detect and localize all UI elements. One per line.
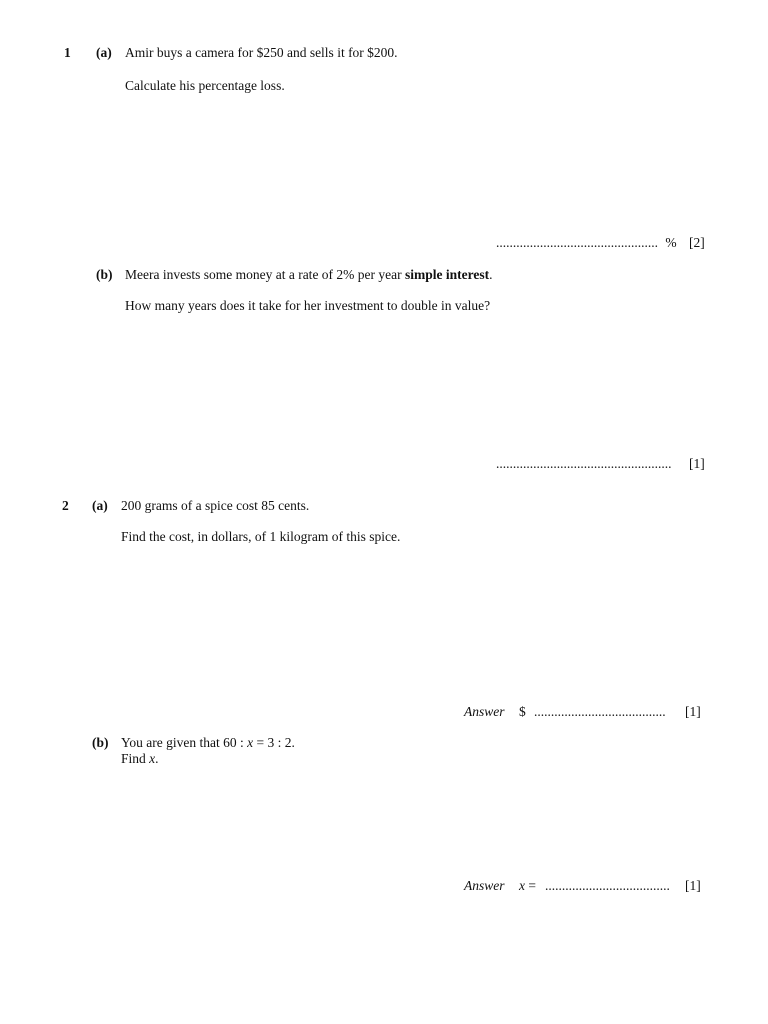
marks-1a: [2] xyxy=(689,235,705,250)
question-1a-instruction: Calculate his percentage loss. xyxy=(125,78,285,93)
question-2b-label: (b) xyxy=(92,735,109,750)
question-1a-label: (a) xyxy=(96,45,112,60)
answer-currency: $ xyxy=(519,704,526,719)
question-1a-text: Amir buys a camera for $250 and sells it for $200. xyxy=(125,45,398,60)
answer-variable-2b: x = xyxy=(519,878,536,893)
marks-2a: [1] xyxy=(685,704,701,719)
question-2a-text: 200 grams of a spice cost 85 cents. xyxy=(121,498,310,513)
question-1b-instruction: How many years does it take for her investment to double in value? xyxy=(125,298,491,313)
question-1-number: 1 xyxy=(64,45,71,60)
question-2a-label: (a) xyxy=(92,498,108,513)
question-1b-label: (b) xyxy=(96,267,113,282)
answer-line-1a[interactable] xyxy=(496,235,677,251)
question-2-number: 2 xyxy=(62,498,69,513)
answer-unit: % xyxy=(665,235,677,250)
marks-2b: [1] xyxy=(685,878,701,893)
variable-x: x xyxy=(149,751,156,766)
answer-label-2a: Answer xyxy=(464,704,505,719)
marks-1b: [1] xyxy=(689,456,705,471)
answer-line-2a[interactable]: ....................................... xyxy=(534,704,666,719)
answer-dots: ................................................ xyxy=(496,235,658,250)
answer-line-1b[interactable]: .................................................... xyxy=(496,456,672,471)
answer-line-2b[interactable]: ..................................... xyxy=(545,878,670,893)
question-2a-instruction: Find the cost, in dollars, of 1 kilogram of this spice. xyxy=(121,529,401,544)
question-1b-text: Meera invests some money at a rate of 2% per year simple interest. xyxy=(125,267,493,282)
answer-label-2b: Answer xyxy=(464,878,505,893)
question-2b-text: You are given that 60 : x = 3 : 2. xyxy=(121,735,295,750)
question-2b-instruction: Find x. xyxy=(121,751,159,766)
simple-interest-term: simple interest xyxy=(405,267,490,282)
variable-x: x xyxy=(247,735,254,750)
